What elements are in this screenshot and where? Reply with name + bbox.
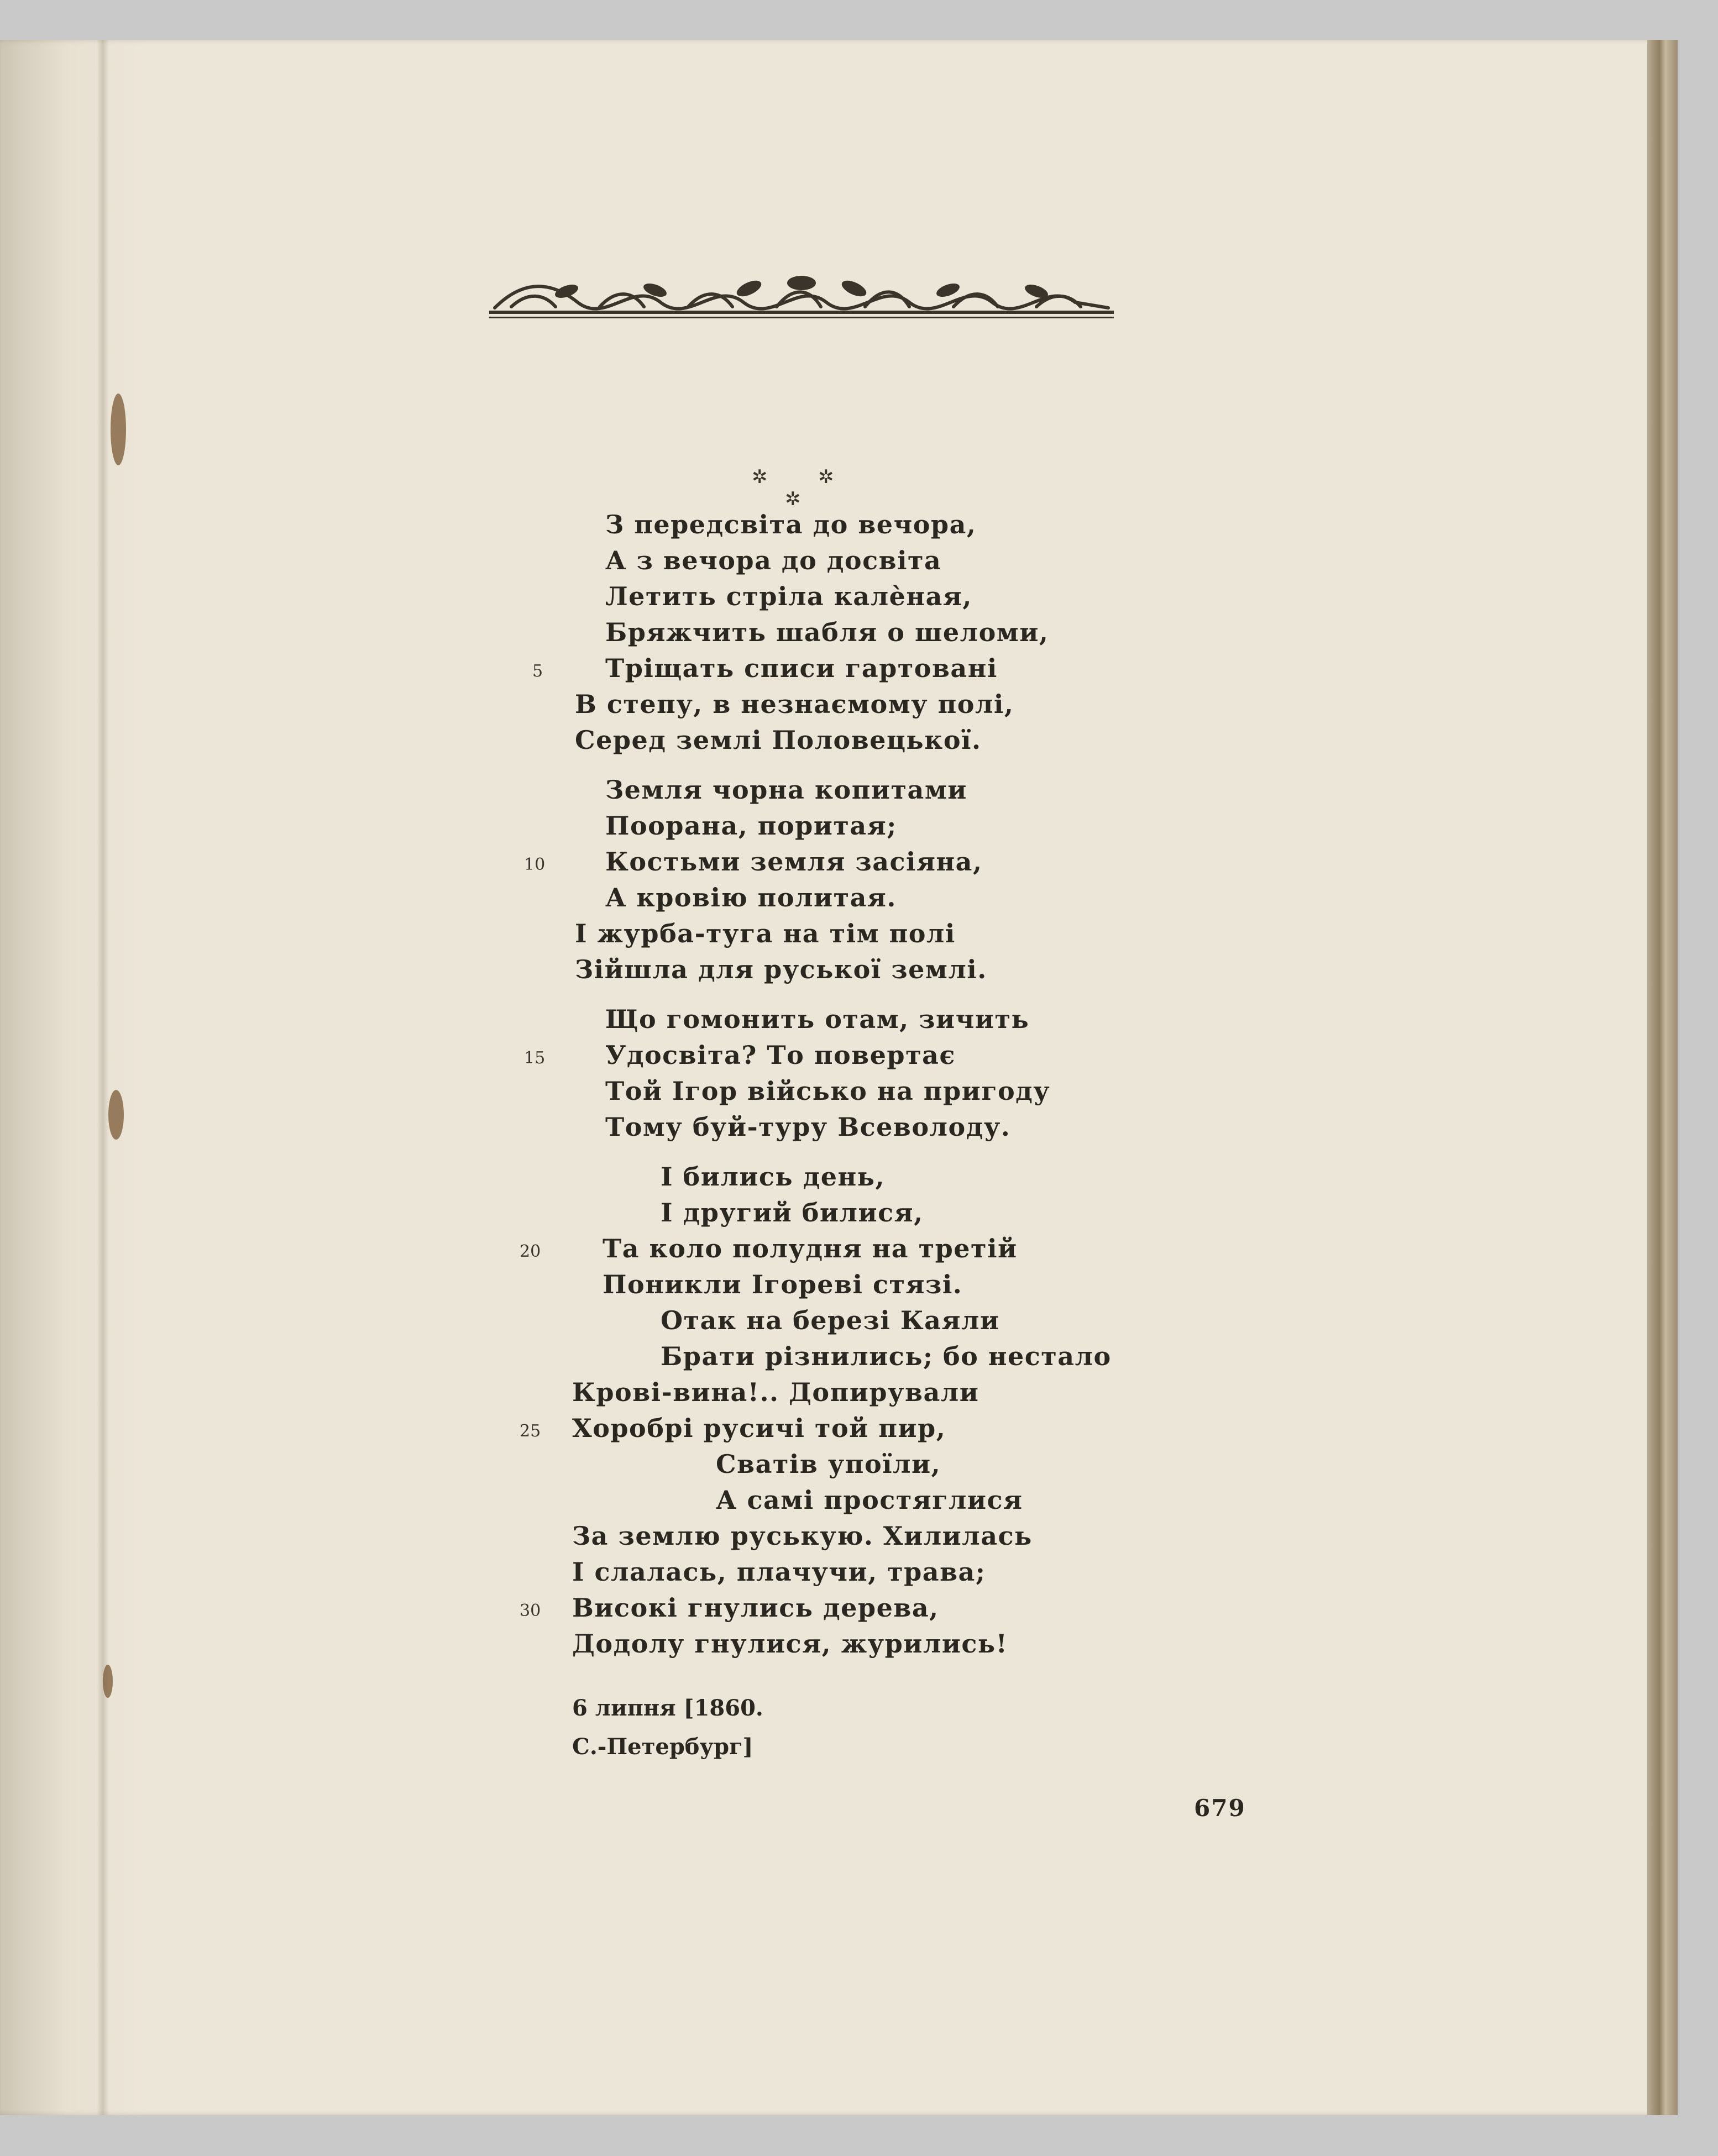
poem-line: Удосвіта? То повертає <box>605 1040 956 1070</box>
floral-ornament <box>489 258 1114 330</box>
poem-line: І другий билися, <box>661 1198 924 1227</box>
line-number: 20 <box>520 1242 541 1261</box>
poem-line: І слалась, плачучи, трава; <box>572 1557 986 1587</box>
age-stain <box>111 394 126 465</box>
page-gutter <box>97 40 109 2115</box>
line-number: 30 <box>520 1601 541 1620</box>
poem-line: Поникли Ігореві стязі. <box>603 1270 963 1299</box>
poem-line: А з вечора до досвіта <box>605 545 942 575</box>
poem-place: С.-Петербург] <box>572 1734 753 1760</box>
line-number: 5 <box>532 662 543 681</box>
book-page <box>0 40 1678 2115</box>
stanza-stars <box>741 465 851 510</box>
line-number: 10 <box>524 855 546 874</box>
poem-line: Та коло полудня на третій <box>603 1234 1018 1263</box>
poem-line: Зійшла для руської землі. <box>575 954 987 984</box>
page-edge <box>1647 40 1678 2115</box>
svg-text:✲: ✲ <box>818 466 834 488</box>
poem-line: Хоробрі русичі той пир, <box>572 1413 946 1443</box>
poem-line: Крові-вина!.. Допирували <box>572 1377 980 1407</box>
line-number: 15 <box>524 1048 546 1068</box>
poem-line: Бряжчить шабля о шеломи, <box>605 617 1049 647</box>
poem-line: І бились день, <box>661 1162 885 1192</box>
poem-line: А кровію политая. <box>605 883 897 912</box>
svg-text:✲: ✲ <box>785 488 801 510</box>
poem-line: Земля чорна копитами <box>605 775 967 805</box>
poem-line: Тому буй-туру Всеволоду. <box>605 1112 1011 1142</box>
line-number: 25 <box>520 1421 541 1441</box>
poem-line: Отак на березі Каяли <box>661 1305 1000 1335</box>
poem-line: Сватів упоїли, <box>716 1449 941 1479</box>
poem-line: Високі гнулись дерева, <box>572 1593 939 1623</box>
poem-line: Той Ігор військо на пригоду <box>605 1076 1051 1106</box>
poem-line: І журба-туга на тім полі <box>575 919 956 948</box>
poem-date: 6 липня [1860. <box>572 1695 763 1721</box>
poem-line: В степу, в незнаємому полі, <box>575 689 1014 719</box>
age-stain <box>108 1090 124 1140</box>
poem-line: З передсвіта до вечора, <box>605 510 977 539</box>
poem-line: За землю руськую. Хилилась <box>572 1521 1033 1551</box>
poem-line: Костьми земля засіяна, <box>605 847 983 877</box>
poem-line: Брати різнились; бо нестало <box>661 1341 1112 1371</box>
poem-line: Серед землі Половецької. <box>575 725 982 755</box>
poem-line: Що гомонить отам, зичить <box>605 1004 1030 1034</box>
poem-line: А самі простяглися <box>716 1485 1023 1515</box>
page-number: 679 <box>1194 1795 1246 1822</box>
svg-text:✲: ✲ <box>752 466 768 488</box>
poem-line: Поорана, поритая; <box>605 811 897 841</box>
age-stain <box>103 1665 113 1698</box>
poem-line: Летить стріла калѐная, <box>605 581 972 611</box>
poem-line: Додолу гнулися, журились! <box>572 1629 1008 1659</box>
poem-line: Тріщать списи гартовані <box>605 653 998 683</box>
